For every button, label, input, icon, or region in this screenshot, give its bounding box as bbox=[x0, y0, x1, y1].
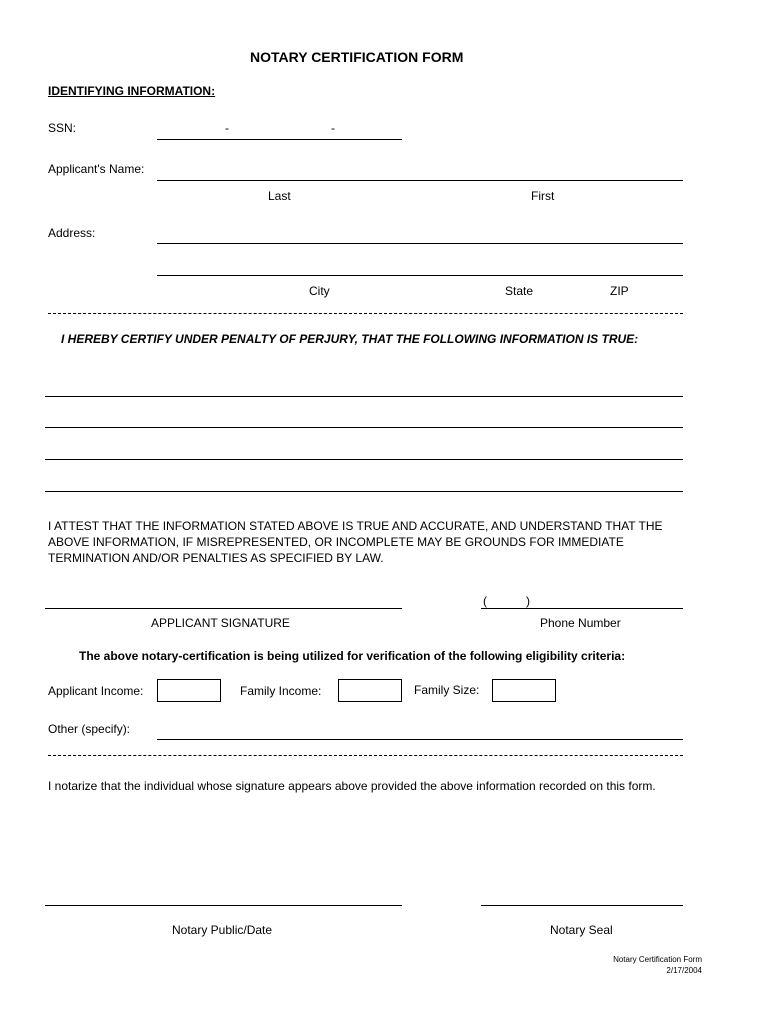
family-size-box[interactable] bbox=[492, 679, 556, 702]
applicant-name-field-line[interactable] bbox=[157, 180, 683, 181]
section-divider-1 bbox=[48, 313, 683, 314]
address-label: Address: bbox=[48, 226, 96, 240]
ssn-label: SSN: bbox=[48, 121, 77, 135]
certify-statement: I HEREBY CERTIFY UNDER PENALTY OF PERJURY, THAT THE FOLLOWING INFORMATION IS TRUE: bbox=[61, 332, 639, 346]
first-name-caption: First bbox=[531, 189, 555, 203]
family-size-label: Family Size: bbox=[414, 683, 480, 697]
page-title: NOTARY CERTIFICATION FORM bbox=[250, 49, 464, 65]
phone-paren-close: ) bbox=[526, 594, 530, 608]
footer-form-name: Notary Certification Form bbox=[613, 955, 702, 964]
other-specify-label: Other (specify): bbox=[48, 722, 131, 736]
certify-line-2[interactable] bbox=[45, 427, 683, 428]
applicant-signature-line[interactable] bbox=[45, 608, 402, 609]
certify-line-3[interactable] bbox=[45, 459, 683, 460]
phone-number-line[interactable] bbox=[481, 608, 683, 609]
ssn-separator-2: - bbox=[331, 121, 335, 135]
other-specify-line[interactable] bbox=[157, 739, 683, 740]
applicant-income-box[interactable] bbox=[157, 679, 221, 702]
ssn-field-line[interactable] bbox=[157, 139, 402, 140]
certify-line-1[interactable] bbox=[45, 396, 683, 397]
address-line-2[interactable] bbox=[157, 275, 683, 276]
city-caption: City bbox=[309, 284, 330, 298]
notary-seal-caption: Notary Seal bbox=[550, 923, 613, 937]
attest-statement: I ATTEST THAT THE INFORMATION STATED ABOVE IS TRUE AND ACCURATE, AND UNDERSTAND THAT THE ABOVE INFORMATION, IF MISREPRESENTED, OR INCOMPLETE MAY BE GROUNDS FOR IMMEDIATE TERMINATION AND/OR PENALTIES AS SPECIFIED BY LAW. bbox=[48, 519, 663, 565]
notary-public-line[interactable] bbox=[45, 905, 402, 906]
applicant-name-label: Applicant's Name: bbox=[48, 162, 145, 176]
notary-public-date-caption: Notary Public/Date bbox=[172, 923, 273, 937]
ssn-separator-1: - bbox=[225, 121, 229, 135]
zip-caption: ZIP bbox=[610, 284, 629, 298]
footer-date: 2/17/2004 bbox=[666, 966, 702, 975]
family-income-label: Family Income: bbox=[240, 684, 322, 698]
identifying-heading: IDENTIFYING INFORMATION: bbox=[48, 84, 216, 98]
applicant-income-label: Applicant Income: bbox=[48, 684, 144, 698]
state-caption: State bbox=[505, 284, 534, 298]
phone-paren-open: ( bbox=[483, 594, 487, 608]
address-line-1[interactable] bbox=[157, 243, 683, 244]
eligibility-statement: The above notary-certification is being utilized for verification of the following eligibility criteria: bbox=[79, 649, 626, 663]
notarize-statement: I notarize that the individual whose signature appears above provided the above information recorded on this form. bbox=[48, 779, 656, 793]
phone-number-caption: Phone Number bbox=[540, 616, 621, 630]
family-income-box[interactable] bbox=[338, 679, 402, 702]
certify-line-4[interactable] bbox=[45, 491, 683, 492]
section-divider-2 bbox=[48, 755, 683, 756]
notary-seal-line[interactable] bbox=[481, 905, 683, 906]
last-name-caption: Last bbox=[268, 189, 291, 203]
applicant-signature-caption: APPLICANT SIGNATURE bbox=[151, 616, 290, 630]
